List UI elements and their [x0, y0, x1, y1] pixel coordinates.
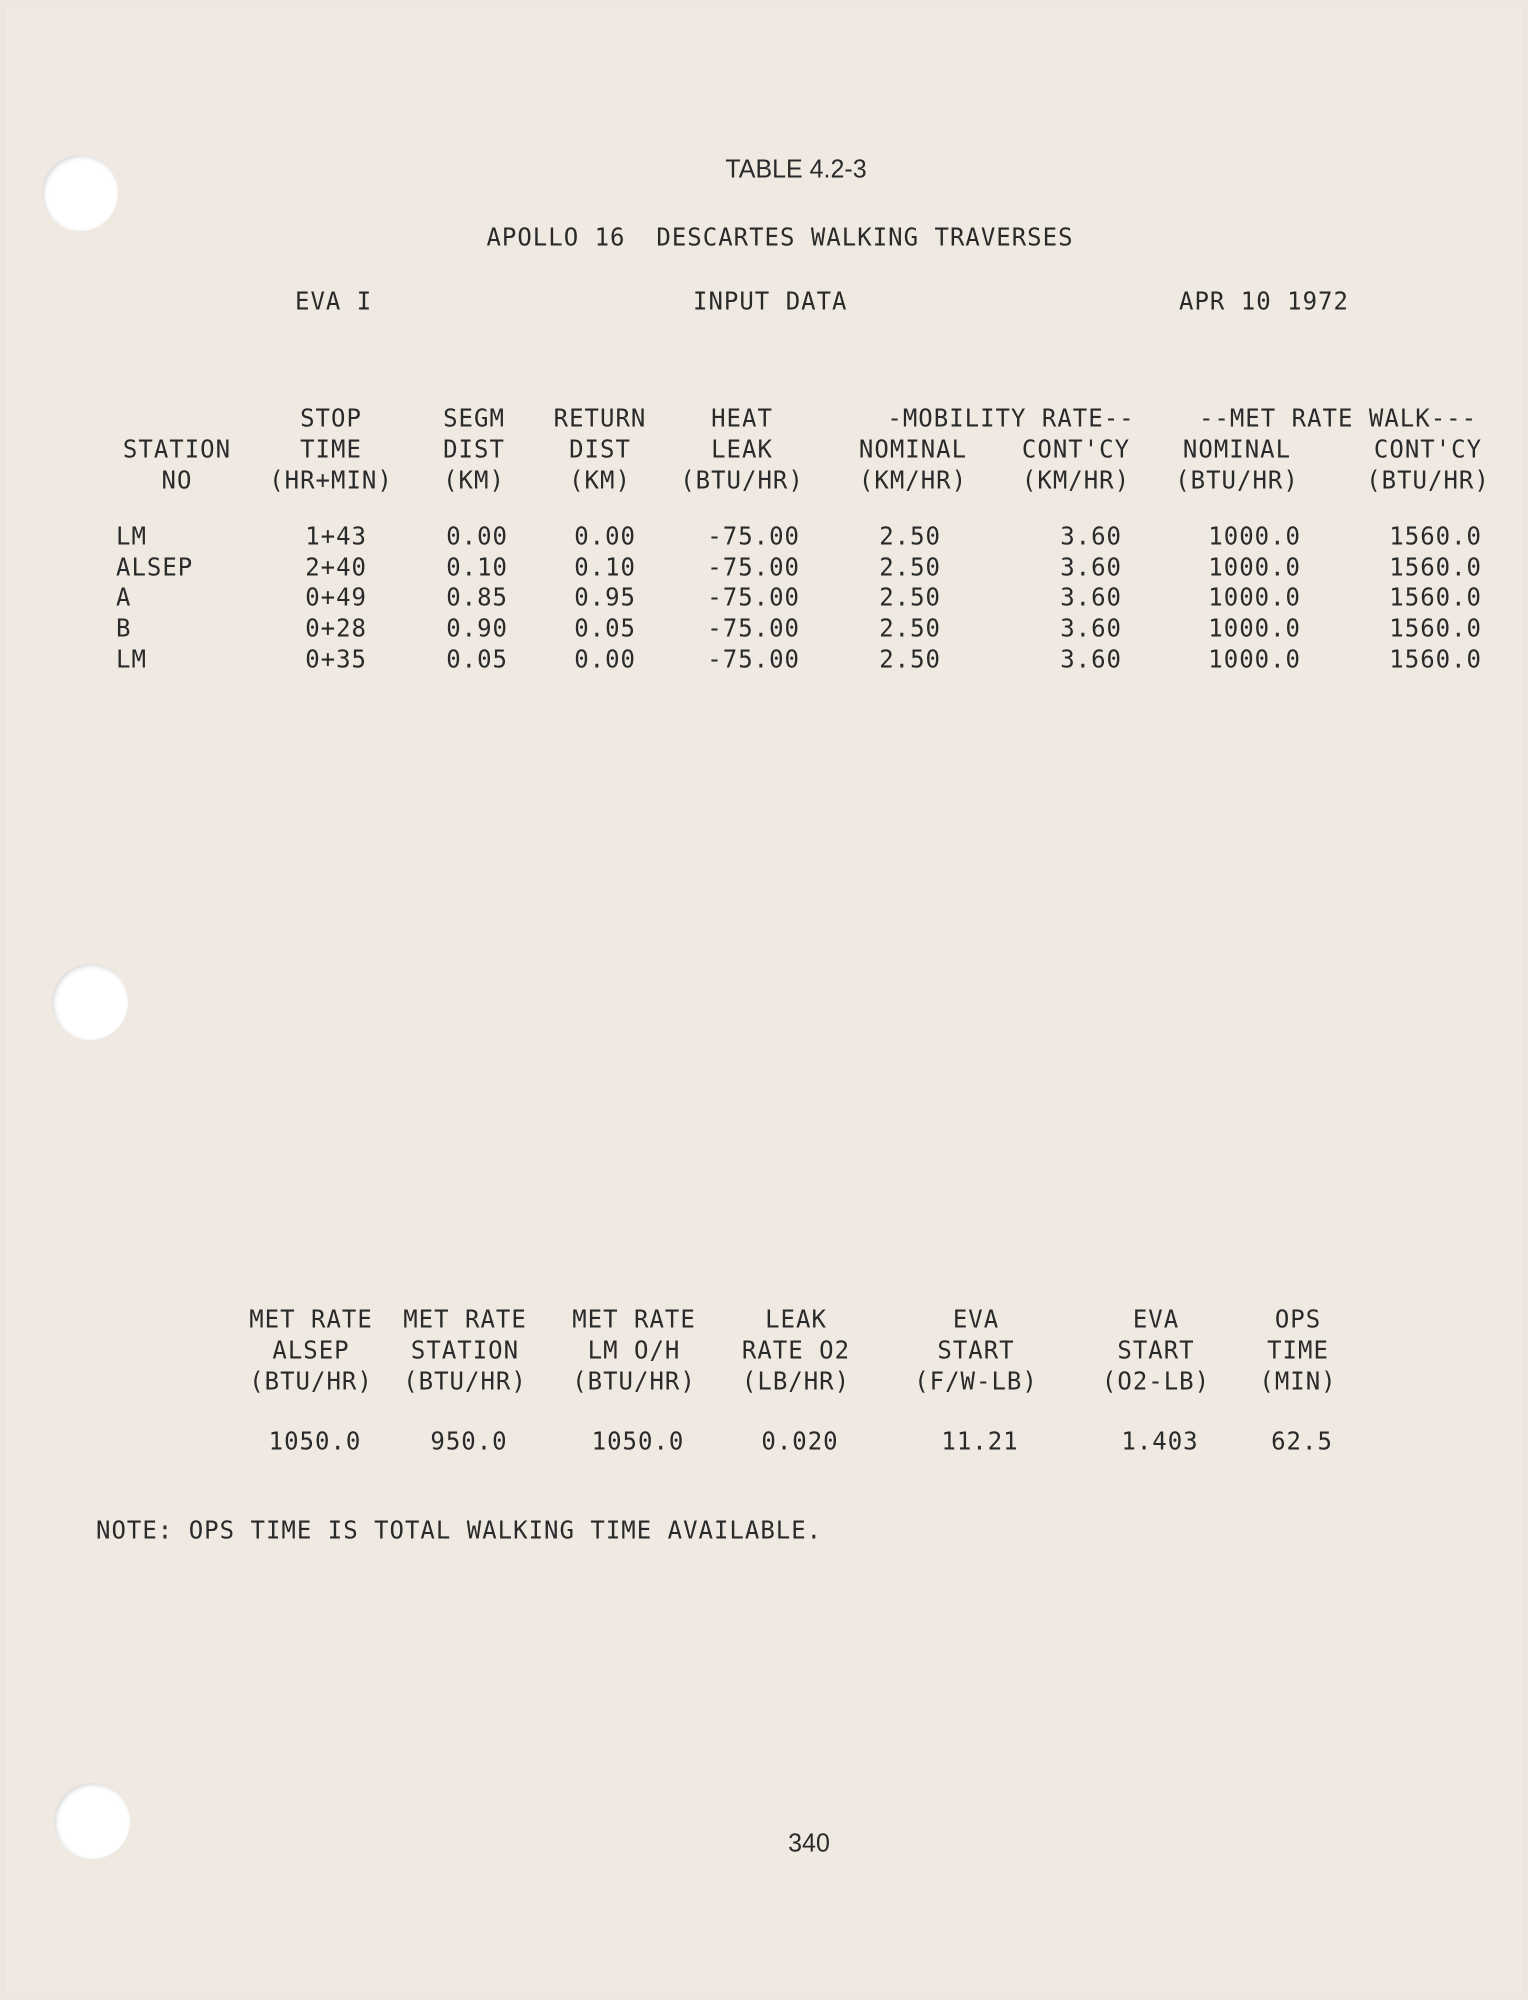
table-cell: 1560.0: [1389, 613, 1482, 643]
table-cell: -75.00: [707, 582, 800, 612]
table-cell: 0.05: [446, 644, 508, 674]
table-cell: 1000.0: [1208, 552, 1301, 582]
table-cell: 2.50: [879, 521, 941, 551]
column-header: (BTU/HR): [1175, 465, 1299, 495]
summary-header: RATE O2: [741, 1335, 851, 1365]
table-cell: 0.00: [574, 644, 636, 674]
table-cell: 0+35: [305, 644, 367, 674]
table-cell: 0.95: [574, 582, 636, 612]
table-cell: 1000.0: [1208, 582, 1301, 612]
column-header: (KM/HR): [858, 465, 968, 495]
summary-header: (LB/HR): [741, 1366, 851, 1396]
column-header: STATION: [122, 434, 232, 464]
table-cell: 1560.0: [1389, 644, 1482, 674]
table-cell: 2.50: [879, 613, 941, 643]
table-cell: 1560.0: [1389, 582, 1482, 612]
table-cell: -75.00: [707, 613, 800, 643]
table-cell: 1000.0: [1208, 521, 1301, 551]
column-header: DIST: [569, 434, 631, 464]
summary-header: TIME: [1267, 1335, 1329, 1365]
column-header: NOMINAL: [858, 434, 968, 464]
summary-header: EVA: [952, 1304, 1000, 1334]
column-header: (KM): [569, 465, 631, 495]
table-cell: 0.00: [574, 521, 636, 551]
column-header: HEAT: [711, 403, 773, 433]
table-cell: 1560.0: [1389, 552, 1482, 582]
binder-hole: [52, 964, 128, 1040]
summary-value: 1050.0: [591, 1426, 685, 1456]
group-header-mobility: -MOBILITY RATE--: [887, 403, 1135, 433]
column-header: NO: [161, 465, 193, 495]
column-header: LEAK: [711, 434, 773, 464]
summary-value: 950.0: [430, 1426, 508, 1456]
column-header: (BTU/HR): [680, 465, 804, 495]
column-header: CONT'CY: [1373, 434, 1483, 464]
table-cell: 0.10: [446, 552, 508, 582]
summary-header: START: [1117, 1335, 1195, 1365]
table-cell: 0+49: [305, 582, 367, 612]
summary-header: STATION: [410, 1335, 520, 1365]
station-cell: LM: [116, 644, 147, 674]
summary-header: (MIN): [1259, 1366, 1337, 1396]
column-header: (HR+MIN): [269, 465, 393, 495]
column-header: (KM): [443, 465, 505, 495]
table-cell: 3.60: [1060, 613, 1122, 643]
summary-header: LM O/H: [587, 1335, 681, 1365]
summary-header: LEAK: [765, 1304, 827, 1334]
table-cell: 0.00: [446, 521, 508, 551]
table-subtitle: APOLLO 16 DESCARTES WALKING TRAVERSES: [486, 222, 1074, 252]
table-cell: 0.90: [446, 613, 508, 643]
table-cell: 3.60: [1060, 582, 1122, 612]
column-header: (KM/HR): [1021, 465, 1131, 495]
station-cell: ALSEP: [116, 552, 194, 582]
page-number: 340: [788, 1828, 830, 1858]
summary-value: 62.5: [1271, 1426, 1333, 1456]
table-cell: 1000.0: [1208, 613, 1301, 643]
group-header-met-rate: --MET RATE WALK---: [1198, 403, 1478, 433]
column-header: NOMINAL: [1182, 434, 1292, 464]
summary-value: 11.21: [941, 1426, 1019, 1456]
summary-header: (BTU/HR): [572, 1366, 696, 1396]
summary-value: 0.020: [761, 1426, 839, 1456]
table-cell: -75.00: [707, 552, 800, 582]
table-cell: 0.85: [446, 582, 508, 612]
table-cell: 0+28: [305, 613, 367, 643]
note-text: NOTE: OPS TIME IS TOTAL WALKING TIME AVAILABLE.: [96, 1515, 823, 1545]
binder-hole: [54, 1783, 130, 1859]
table-cell: 0.05: [574, 613, 636, 643]
column-header: RETURN: [553, 403, 647, 433]
summary-header: (BTU/HR): [249, 1366, 373, 1396]
summary-header: START: [937, 1335, 1015, 1365]
table-cell: 0.10: [574, 552, 636, 582]
summary-value: 1.403: [1121, 1426, 1199, 1456]
column-header: TIME: [300, 434, 362, 464]
date-label: APR 10 1972: [1179, 286, 1349, 316]
summary-header: (O2-LB): [1101, 1366, 1211, 1396]
section-label: INPUT DATA: [693, 286, 848, 316]
summary-header: ALSEP: [272, 1335, 350, 1365]
summary-header: (BTU/HR): [403, 1366, 527, 1396]
summary-header: MET RATE: [249, 1304, 373, 1334]
column-header: SEGM: [443, 403, 505, 433]
station-cell: B: [116, 613, 132, 643]
table-cell: 2.50: [879, 644, 941, 674]
summary-header: MET RATE: [403, 1304, 527, 1334]
binder-hole: [42, 155, 118, 231]
table-cell: 3.60: [1060, 552, 1122, 582]
table-cell: -75.00: [707, 644, 800, 674]
summary-header: (F/W-LB): [914, 1366, 1038, 1396]
eva-label: EVA I: [295, 286, 373, 316]
table-cell: -75.00: [707, 521, 800, 551]
summary-header: MET RATE: [572, 1304, 696, 1334]
summary-header: EVA: [1132, 1304, 1180, 1334]
table-cell: 2+40: [305, 552, 367, 582]
table-cell: 1560.0: [1389, 521, 1482, 551]
table-cell: 2.50: [879, 552, 941, 582]
table-cell: 2.50: [879, 582, 941, 612]
column-header: STOP: [300, 403, 362, 433]
station-cell: A: [116, 582, 132, 612]
table-cell: 3.60: [1060, 521, 1122, 551]
column-header: DIST: [443, 434, 505, 464]
column-header: CONT'CY: [1021, 434, 1131, 464]
station-cell: LM: [116, 521, 147, 551]
summary-value: 1050.0: [268, 1426, 362, 1456]
summary-header: OPS: [1274, 1304, 1322, 1334]
table-title: TABLE 4.2-3: [725, 154, 867, 184]
column-header: (BTU/HR): [1366, 465, 1490, 495]
table-cell: 1000.0: [1208, 644, 1301, 674]
table-cell: 1+43: [305, 521, 367, 551]
table-cell: 3.60: [1060, 644, 1122, 674]
